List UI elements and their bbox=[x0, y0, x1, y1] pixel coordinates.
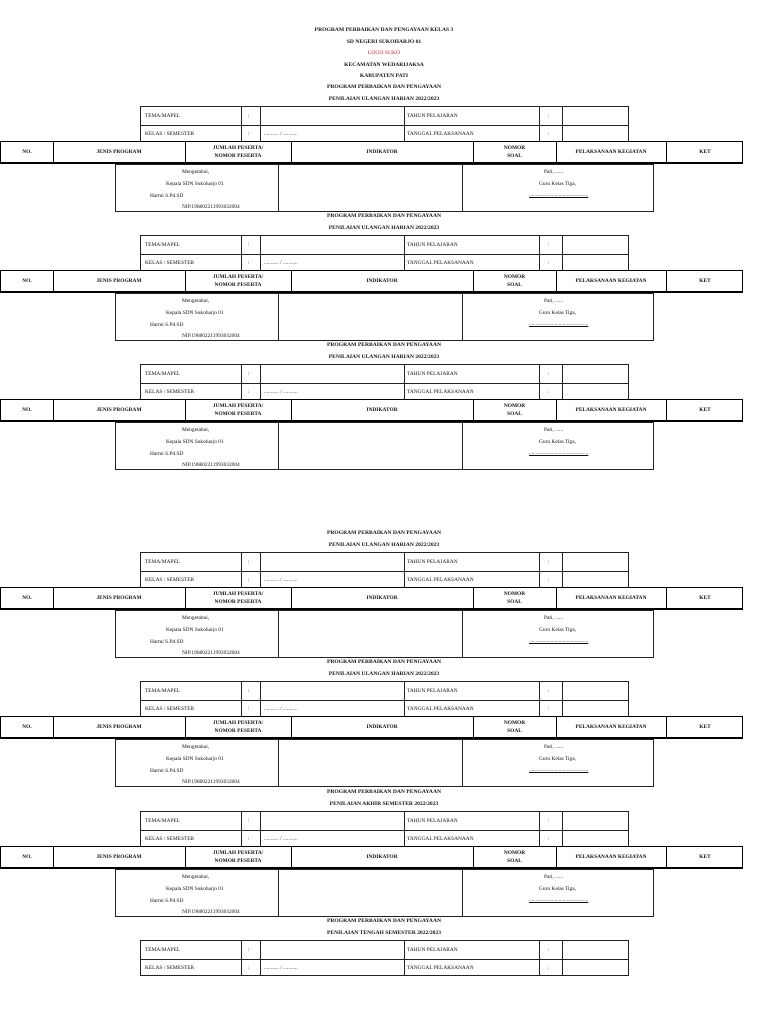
tema-colon: : bbox=[248, 688, 250, 694]
program-table-header bbox=[0, 141, 743, 164]
tanggal-label: TANGGAL PELAKSANAAN bbox=[407, 389, 474, 395]
tanggal-label: TANGGAL PELAKSANAAN bbox=[407, 131, 474, 137]
tema-label: TEMA/MAPEL bbox=[145, 242, 181, 248]
signature-block bbox=[115, 739, 654, 787]
kelas-value: ........... / ........... bbox=[264, 131, 298, 137]
col-no: NO. bbox=[22, 278, 32, 284]
signature-line: ............................................ bbox=[529, 897, 589, 903]
tema-colon: : bbox=[248, 113, 250, 119]
program-table-header bbox=[0, 587, 743, 610]
kelas-value: ........... / ........... bbox=[264, 577, 298, 583]
tahun-label: TAHUN PELAJARAN bbox=[407, 242, 458, 248]
kelas-label: KELAS / SEMESTER bbox=[145, 389, 195, 395]
kepala-sekolah-nip: NIP.196802211993032004 bbox=[182, 779, 240, 785]
tahun-label: TAHUN PELAJARAN bbox=[407, 818, 458, 824]
col-indikator: INDIKATOR bbox=[366, 149, 398, 155]
col-no: NO. bbox=[22, 854, 32, 860]
program-table-header bbox=[0, 716, 743, 739]
kepala-sekolah-nip: NIP.196802211993032004 bbox=[182, 204, 240, 210]
section-subtitle: PENILAIAN ULANGAN HARIAN 2022/2023 bbox=[328, 542, 440, 548]
col-jumlah-peserta: JUMLAH PESERTA/ NOMOR PESERTA bbox=[212, 403, 264, 417]
kelas-colon: : bbox=[248, 706, 250, 712]
tanggal-colon: : bbox=[548, 389, 550, 395]
kelas-colon: : bbox=[248, 836, 250, 842]
tema-label: TEMA/MAPEL bbox=[145, 947, 181, 953]
col-jumlah-peserta: JUMLAH PESERTA/ NOMOR PESERTA bbox=[212, 591, 264, 605]
section-title: PROGRAM PERBAIKAN DAN PENGAYAAN bbox=[326, 918, 442, 924]
mengetahui-text: Mengetahui, bbox=[182, 427, 210, 433]
mengetahui-text: Mengetahui, bbox=[182, 744, 210, 750]
section-title: PROGRAM PERBAIKAN DAN PENGAYAAN bbox=[326, 84, 442, 90]
section-subtitle: PENILAIAN ULANGAN HARIAN 2022/2023 bbox=[328, 354, 440, 360]
section-subtitle: PENILAIAN TENGAH SEMESTER 2022/2023 bbox=[326, 930, 442, 936]
col-pelaksanaan: PELAKSANAAN KEGIATAN bbox=[575, 149, 647, 155]
section-title: PROGRAM PERBAIKAN DAN PENGAYAAN bbox=[326, 213, 442, 219]
col-jumlah-peserta: JUMLAH PESERTA/ NOMOR PESERTA bbox=[212, 720, 264, 734]
tanggal-colon: : bbox=[548, 965, 550, 971]
tema-label: TEMA/MAPEL bbox=[145, 371, 181, 377]
kepala-sekolah-text: Kepala SDN Sukoharjo 01 bbox=[166, 439, 224, 445]
col-jumlah-peserta: JUMLAH PESERTA/ NOMOR PESERTA bbox=[212, 850, 264, 864]
kepala-sekolah-nip: NIP.196802211993032004 bbox=[182, 650, 240, 656]
section-subtitle: PENILAIAN ULANGAN HARIAN 2022/2023 bbox=[328, 225, 440, 231]
col-jenis-program: JENIS PROGRAM bbox=[96, 278, 142, 284]
tahun-colon: : bbox=[548, 113, 550, 119]
section-subtitle: PENILAIAN AKHIR SEMESTER 2022/2023 bbox=[329, 801, 439, 807]
col-indikator: INDIKATOR bbox=[366, 724, 398, 730]
guru-kelas-text: Guru Kelas Tiga, bbox=[539, 627, 576, 633]
kelas-label: KELAS / SEMESTER bbox=[145, 965, 195, 971]
signature-line: ............................................ bbox=[529, 638, 589, 644]
col-indikator: INDIKATOR bbox=[366, 595, 398, 601]
place-date-text: Pati, ...... bbox=[544, 427, 564, 433]
col-jenis-program: JENIS PROGRAM bbox=[96, 724, 142, 730]
kelas-value: ........... / ........... bbox=[264, 389, 298, 395]
info-table bbox=[140, 552, 629, 588]
col-indikator: INDIKATOR bbox=[366, 278, 398, 284]
info-table bbox=[140, 811, 629, 847]
kepala-sekolah-name: Harmi S.Pd.SD bbox=[150, 193, 184, 199]
regency-name: KABUPATEN PATI bbox=[359, 73, 409, 79]
kepala-sekolah-nip: NIP.196802211993032004 bbox=[182, 333, 240, 339]
guru-kelas-text: Guru Kelas Tiga, bbox=[539, 181, 576, 187]
col-no: NO. bbox=[22, 407, 32, 413]
tema-label: TEMA/MAPEL bbox=[145, 818, 181, 824]
tahun-colon: : bbox=[548, 559, 550, 565]
col-ket: KET bbox=[699, 595, 711, 601]
kepala-sekolah-text: Kepala SDN Sukoharjo 01 bbox=[166, 310, 224, 316]
signature-line: ............................................ bbox=[529, 321, 589, 327]
mengetahui-text: Mengetahui, bbox=[182, 615, 210, 621]
section-subtitle: PENILAIAN ULANGAN HARIAN 2022/2023 bbox=[328, 96, 440, 102]
col-ket: KET bbox=[699, 724, 711, 730]
col-jenis-program: JENIS PROGRAM bbox=[96, 854, 142, 860]
tanggal-label: TANGGAL PELAKSANAAN bbox=[407, 577, 474, 583]
signature-block bbox=[115, 422, 654, 470]
kepala-sekolah-name: Harmi S.Pd.SD bbox=[150, 322, 184, 328]
kelas-colon: : bbox=[248, 260, 250, 266]
place-date-text: Pati, ...... bbox=[544, 874, 564, 880]
tema-colon: : bbox=[248, 818, 250, 824]
guru-kelas-text: Guru Kelas Tiga, bbox=[539, 886, 576, 892]
col-ket: KET bbox=[699, 854, 711, 860]
tema-colon: : bbox=[248, 242, 250, 248]
col-ket: KET bbox=[699, 149, 711, 155]
col-pelaksanaan: PELAKSANAAN KEGIATAN bbox=[575, 407, 647, 413]
tanggal-label: TANGGAL PELAKSANAAN bbox=[407, 706, 474, 712]
mengetahui-text: Mengetahui, bbox=[182, 169, 210, 175]
kelas-label: KELAS / SEMESTER bbox=[145, 836, 195, 842]
col-pelaksanaan: PELAKSANAAN KEGIATAN bbox=[575, 854, 647, 860]
guru-kelas-text: Guru Kelas Tiga, bbox=[539, 310, 576, 316]
place-date-text: Pati, ...... bbox=[544, 744, 564, 750]
tema-label: TEMA/MAPEL bbox=[145, 688, 181, 694]
guru-kelas-text: Guru Kelas Tiga, bbox=[539, 756, 576, 762]
school-name: SD NEGERI SUKOHARJO 01 bbox=[346, 39, 422, 45]
signature-block bbox=[115, 293, 654, 341]
kelas-label: KELAS / SEMESTER bbox=[145, 577, 195, 583]
col-nomor-soal: NOMOR SOAL bbox=[503, 720, 526, 734]
kelas-value: ........... / ........... bbox=[264, 836, 298, 842]
tahun-label: TAHUN PELAJARAN bbox=[407, 688, 458, 694]
tanggal-colon: : bbox=[548, 706, 550, 712]
kepala-sekolah-text: Kepala SDN Sukoharjo 01 bbox=[166, 756, 224, 762]
kelas-label: KELAS / SEMESTER bbox=[145, 706, 195, 712]
program-table-header bbox=[0, 399, 743, 422]
place-date-text: Pati, ...... bbox=[544, 169, 564, 175]
tahun-colon: : bbox=[548, 688, 550, 694]
kelas-label: KELAS / SEMESTER bbox=[145, 260, 195, 266]
signature-line: ............................................ bbox=[529, 450, 589, 456]
program-table-header bbox=[0, 846, 743, 869]
col-pelaksanaan: PELAKSANAAN KEGIATAN bbox=[575, 724, 647, 730]
info-table bbox=[140, 235, 629, 271]
col-ket: KET bbox=[699, 407, 711, 413]
tahun-colon: : bbox=[548, 242, 550, 248]
col-pelaksanaan: PELAKSANAAN KEGIATAN bbox=[575, 595, 647, 601]
place-date-text: Pati, ...... bbox=[544, 615, 564, 621]
kelas-label: KELAS / SEMESTER bbox=[145, 131, 195, 137]
col-nomor-soal: NOMOR SOAL bbox=[503, 403, 526, 417]
signature-line: ............................................ bbox=[529, 192, 589, 198]
col-no: NO. bbox=[22, 595, 32, 601]
place-date-text: Pati, ...... bbox=[544, 298, 564, 304]
tanggal-colon: : bbox=[548, 836, 550, 842]
kepala-sekolah-name: Harmi S.Pd.SD bbox=[150, 768, 184, 774]
tahun-colon: : bbox=[548, 947, 550, 953]
tema-label: TEMA/MAPEL bbox=[145, 113, 181, 119]
tahun-label: TAHUN PELAJARAN bbox=[407, 947, 458, 953]
signature-line: ............................................ bbox=[529, 767, 589, 773]
section-title: PROGRAM PERBAIKAN DAN PENGAYAAN bbox=[326, 530, 442, 536]
col-ket: KET bbox=[699, 278, 711, 284]
tanggal-colon: : bbox=[548, 260, 550, 266]
col-jenis-program: JENIS PROGRAM bbox=[96, 595, 142, 601]
tema-colon: : bbox=[248, 947, 250, 953]
kelas-colon: : bbox=[248, 965, 250, 971]
col-indikator: INDIKATOR bbox=[366, 407, 398, 413]
district-name: KECAMATAN WEDARIJAKSA bbox=[344, 62, 424, 68]
kepala-sekolah-nip: NIP.196802211993032004 bbox=[182, 909, 240, 915]
tema-label: TEMA/MAPEL bbox=[145, 559, 181, 565]
signature-block bbox=[115, 610, 654, 658]
tahun-colon: : bbox=[548, 371, 550, 377]
mengetahui-text: Mengetahui, bbox=[182, 874, 210, 880]
kelas-value: ........... / ........... bbox=[264, 965, 298, 971]
tanggal-colon: : bbox=[548, 131, 550, 137]
guru-kelas-text: Guru Kelas Tiga, bbox=[539, 439, 576, 445]
col-pelaksanaan: PELAKSANAAN KEGIATAN bbox=[575, 278, 647, 284]
tanggal-label: TANGGAL PELAKSANAAN bbox=[407, 260, 474, 266]
col-no: NO. bbox=[22, 724, 32, 730]
tahun-label: TAHUN PELAJARAN bbox=[407, 113, 458, 119]
tahun-label: TAHUN PELAJARAN bbox=[407, 371, 458, 377]
document-title: PROGRAM PERBAIKAN DAN PENGAYAAN KELAS 3 bbox=[314, 27, 454, 33]
mengetahui-text: Mengetahui, bbox=[182, 298, 210, 304]
tema-colon: : bbox=[248, 559, 250, 565]
col-nomor-soal: NOMOR SOAL bbox=[503, 145, 526, 159]
section-title: PROGRAM PERBAIKAN DAN PENGAYAAN bbox=[326, 789, 442, 795]
col-nomor-soal: NOMOR SOAL bbox=[503, 274, 526, 288]
col-jenis-program: JENIS PROGRAM bbox=[96, 407, 142, 413]
signature-block bbox=[115, 869, 654, 917]
kelas-value: ........... / ........... bbox=[264, 706, 298, 712]
kepala-sekolah-name: Harmi S.Pd.SD bbox=[150, 898, 184, 904]
kepala-sekolah-name: Harmi S.Pd.SD bbox=[150, 639, 184, 645]
tahun-colon: : bbox=[548, 818, 550, 824]
kepala-sekolah-text: Kepala SDN Sukoharjo 01 bbox=[166, 627, 224, 633]
tanggal-label: TANGGAL PELAKSANAAN bbox=[407, 965, 474, 971]
section-title: PROGRAM PERBAIKAN DAN PENGAYAAN bbox=[326, 659, 442, 665]
col-nomor-soal: NOMOR SOAL bbox=[503, 850, 526, 864]
tema-colon: : bbox=[248, 371, 250, 377]
col-no: NO. bbox=[22, 149, 32, 155]
info-table bbox=[140, 106, 629, 142]
section-subtitle: PENILAIAN ULANGAN HARIAN 2022/2023 bbox=[328, 671, 440, 677]
kelas-colon: : bbox=[248, 577, 250, 583]
logo-placeholder: LOGO SUKO bbox=[367, 50, 401, 56]
kepala-sekolah-text: Kepala SDN Sukoharjo 01 bbox=[166, 181, 224, 187]
info-table bbox=[140, 364, 629, 400]
tahun-label: TAHUN PELAJARAN bbox=[407, 559, 458, 565]
col-indikator: INDIKATOR bbox=[366, 854, 398, 860]
signature-block bbox=[115, 164, 654, 212]
info-table bbox=[140, 681, 629, 717]
program-table-header bbox=[0, 270, 743, 293]
tanggal-colon: : bbox=[548, 577, 550, 583]
col-jumlah-peserta: JUMLAH PESERTA/ NOMOR PESERTA bbox=[212, 145, 264, 159]
kepala-sekolah-name: Harmi S.Pd.SD bbox=[150, 451, 184, 457]
col-jenis-program: JENIS PROGRAM bbox=[96, 149, 142, 155]
tanggal-label: TANGGAL PELAKSANAAN bbox=[407, 836, 474, 842]
col-jumlah-peserta: JUMLAH PESERTA/ NOMOR PESERTA bbox=[212, 274, 264, 288]
info-table bbox=[140, 940, 629, 976]
kepala-sekolah-text: Kepala SDN Sukoharjo 01 bbox=[166, 886, 224, 892]
kelas-value: ........... / ........... bbox=[264, 260, 298, 266]
kelas-colon: : bbox=[248, 131, 250, 137]
section-title: PROGRAM PERBAIKAN DAN PENGAYAAN bbox=[326, 342, 442, 348]
kepala-sekolah-nip: NIP.196802211993032004 bbox=[182, 462, 240, 468]
kelas-colon: : bbox=[248, 389, 250, 395]
col-nomor-soal: NOMOR SOAL bbox=[503, 591, 526, 605]
